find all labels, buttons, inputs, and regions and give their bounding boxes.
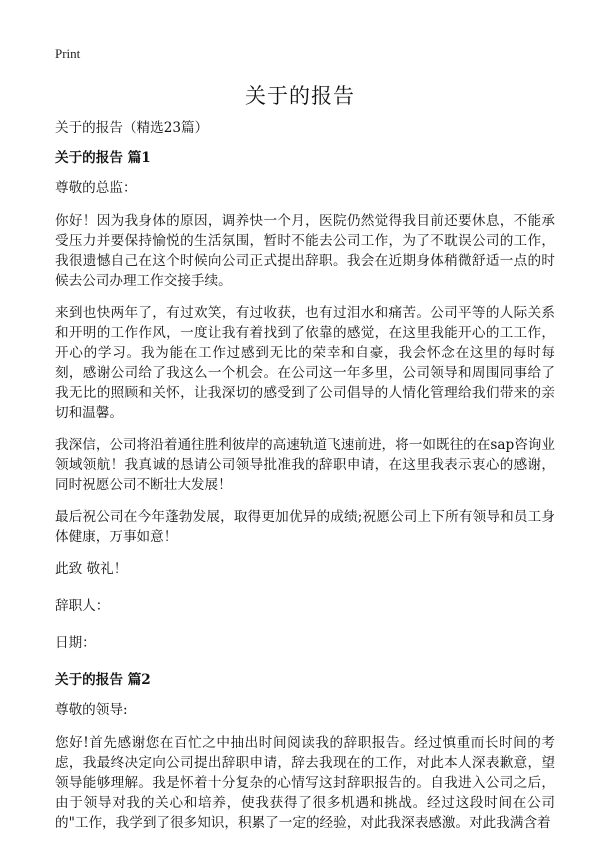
- closing-line: 此致 敬礼！: [55, 561, 128, 577]
- date-line: 日期：: [55, 635, 96, 651]
- paragraph: 来到也快两年了，有过欢笑，有过收获，也有过泪水和痛苦。公司平等的人际关系和开明的工作作风，一度让我有着找到了依靠的感觉，在这里我能开心的工工作，开心的学习。我为能在工作过感到无比的荣幸和自豪，我会怀念在这里的每时每刻，感谢公司给了我这么一个机会。在公司这一年多里，公司领导和周围同事给了我无比的照顾和关怀，让我深切的感受到了公司倡导的人情化管理给我们带来的亲切和温馨。: [55, 305, 555, 421]
- section-heading: 关于的报告 篇1: [55, 150, 151, 166]
- section-greeting: 尊敬的领导:: [55, 702, 128, 718]
- paragraph: 我深信，公司将沿着通往胜利彼岸的高速轨道飞速前进，将一如既往的在sap咨询业领域领航！我真诚的恳请公司领导批准我的辞职申请，在这里我表示衷心的感谢，同时祝愿公司不断壮大发展！: [55, 437, 555, 493]
- page-title: 关于的报告: [245, 84, 355, 108]
- document-subtitle: 关于的报告（精选23篇）: [55, 120, 209, 136]
- paragraph: 你好！因为我身体的原因，调养快一个月，医院仍然觉得我目前还要休息，不能承受压力并要保持愉悦的生活氛围，暂时不能去公司工作，为了不耽误公司的工作，我很遗憾自己在这个时候向公司正式提出辞职。我会在近期身体稍微舒适一点的时候去公司办理工作交接手续。: [55, 213, 555, 289]
- signer-line: 辞职人：: [55, 598, 110, 614]
- print-link[interactable]: Print: [55, 46, 81, 61]
- paragraph: 您好!首先感谢您在百忙之中抽出时间阅读我的辞职报告。经过慎重而长时间的考虑，我最终决定向公司提出辞职申请，辞去我现在的工作，对此本人深表歉意，望领导能够理解。我是怀着十分复杂的心情写这封辞职报告的。自我进入公司之后，由于领导对我的关心和培养，使我获得了很多机遇和挑战。经过这段时间在公司的"工作，我学到了很多知识，积累了一定的经验，对此我深表感激。对此我满含着: [55, 735, 555, 831]
- paragraph: 最后祝公司在今年蓬勃发展，取得更加优异的成绩;祝愿公司上下所有领导和员工身体健康，万事如意！: [55, 509, 555, 545]
- section-greeting: 尊敬的总监：: [55, 180, 137, 196]
- document-body: [55, 118, 555, 845]
- section-heading: 关于的报告 篇2: [55, 672, 151, 688]
